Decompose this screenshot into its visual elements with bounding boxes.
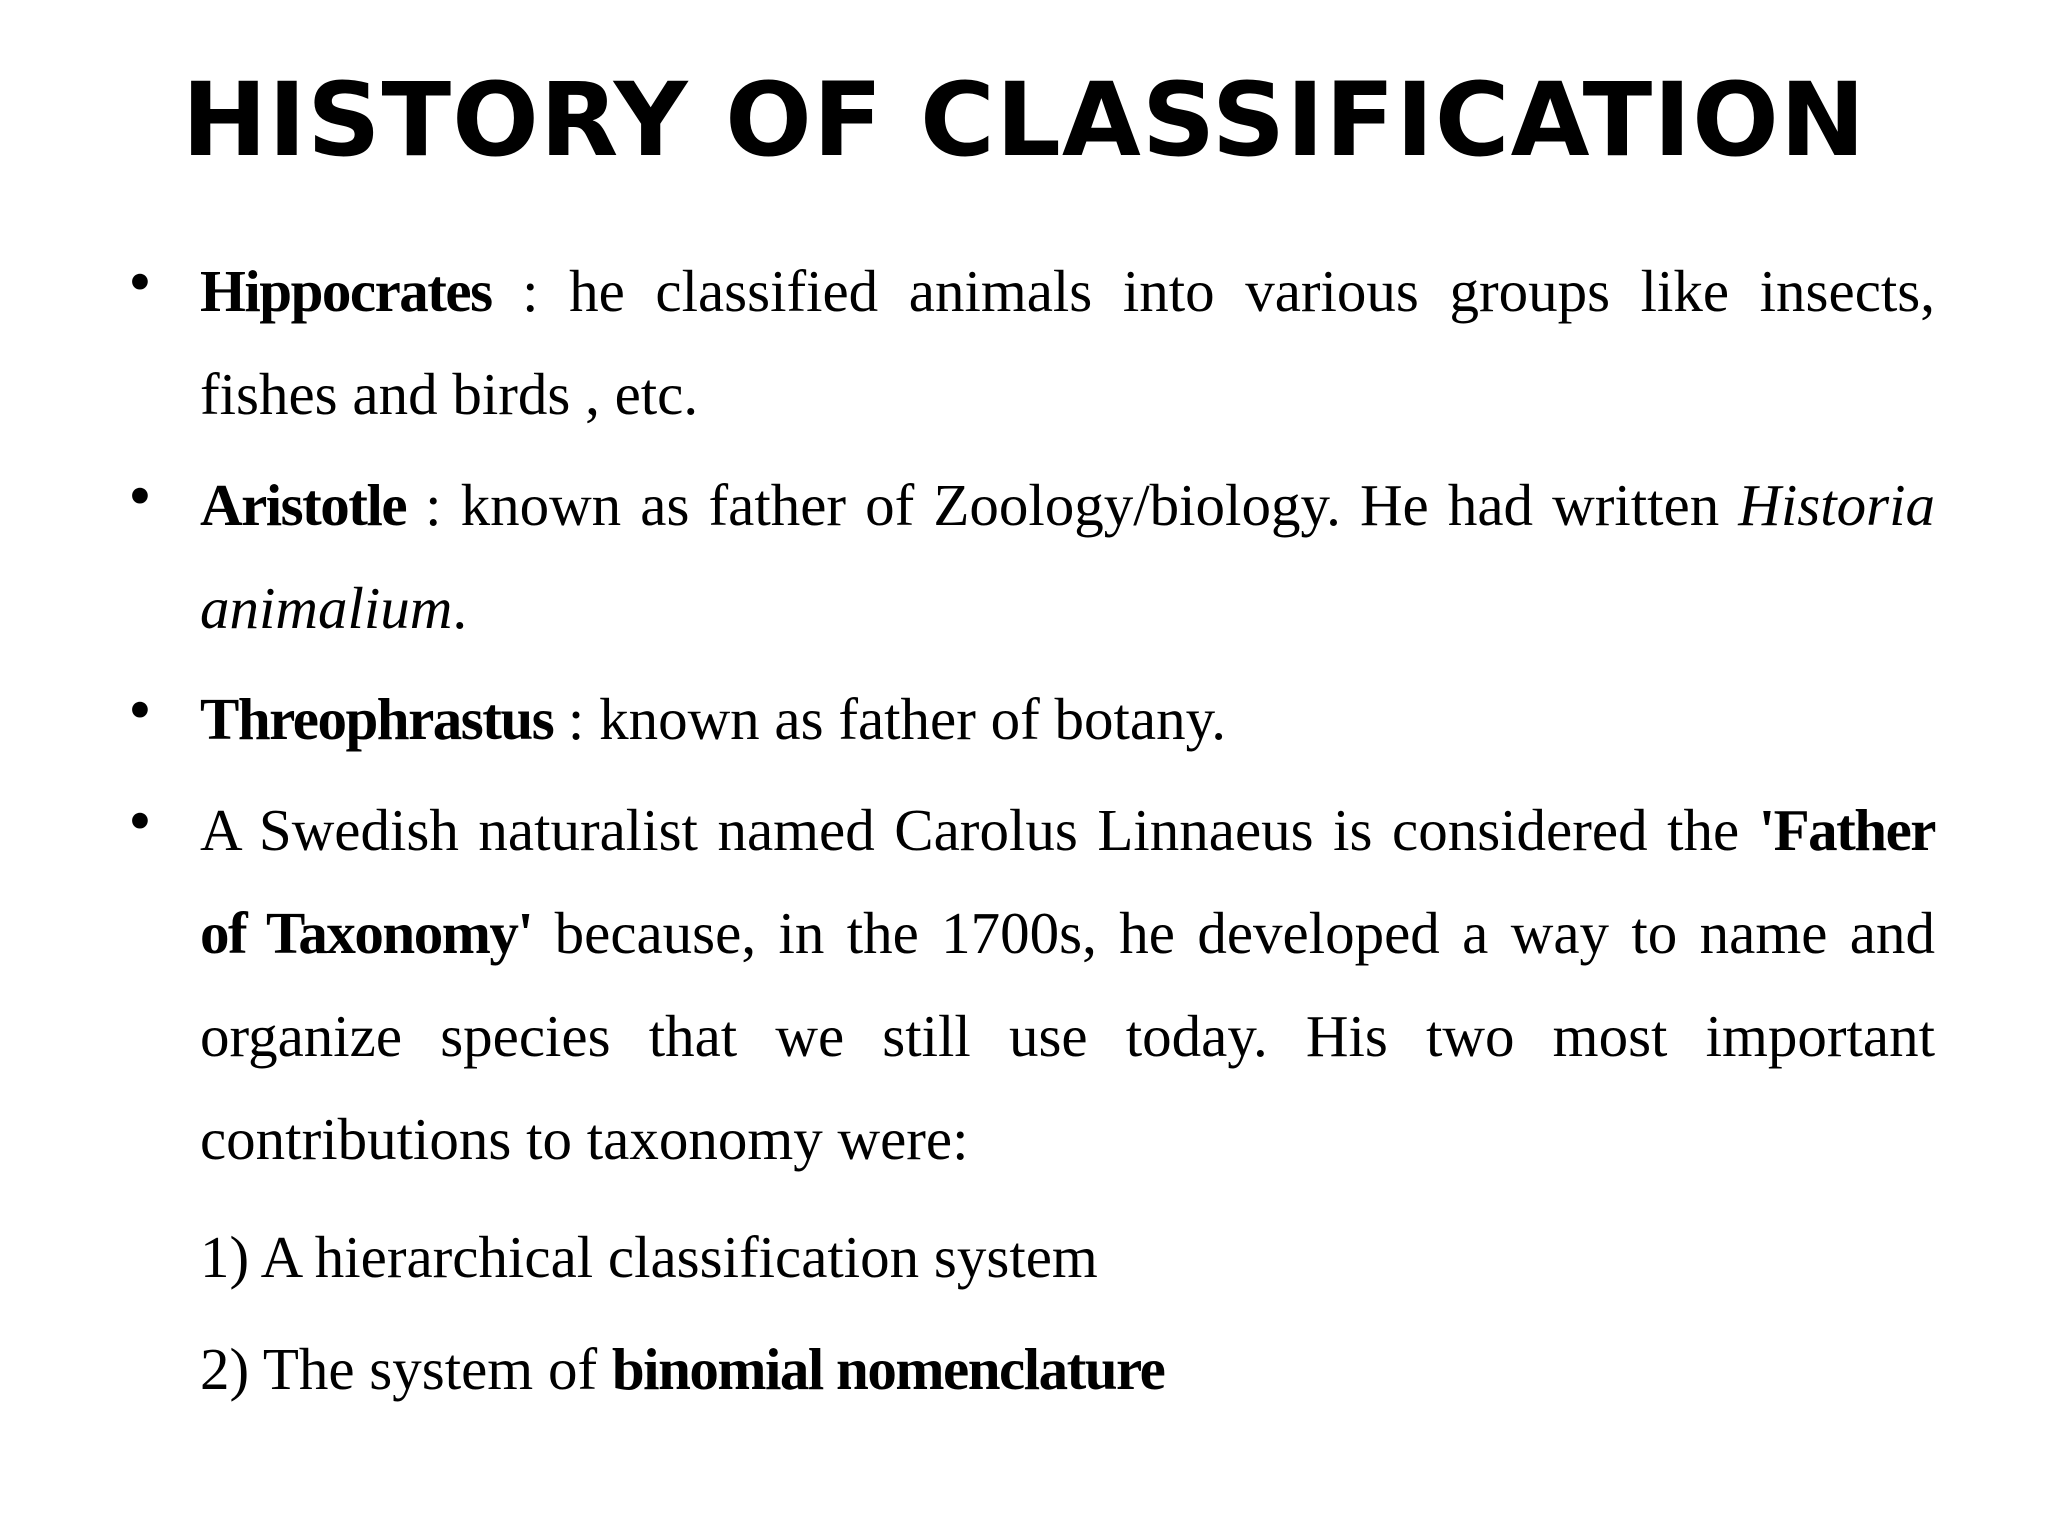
bullet-aristotle [200, 454, 1935, 660]
bullet-term: 'Father of Taxonomy' [200, 797, 1935, 966]
bullet-text: : known as father of Zoology/biology. He had written [406, 472, 1739, 538]
slide-content [200, 240, 1935, 1425]
bullet-lead: A Swedish naturalist named Carolus Linnaeus is considered the [200, 797, 1759, 863]
bullet-text: : he classified animals into various groups like insects, fishes and birds , etc. [200, 258, 1935, 427]
contribution-item-1 [200, 1201, 1935, 1313]
bullet-text-end: . [452, 575, 468, 641]
contribution-item-2 [200, 1313, 1935, 1425]
contribution-text: 2) The system of [200, 1336, 612, 1402]
slide-title: HISTORY OF CLASSIFICATION [181, 61, 1867, 180]
contribution-text: 1) A hierarchical classification system [200, 1224, 1098, 1290]
bullet-text: because, in the 1700s, he developed a way to name and organize species that we still use today. His two most important contributions to taxonomy were: [200, 900, 1935, 1172]
bullet-term: Aristotle [200, 472, 407, 538]
bullet-threophrastus [200, 668, 1935, 771]
bullet-linnaeus [200, 779, 1935, 1191]
bullet-text: : known as father of botany. [553, 686, 1227, 752]
bullet-term: Threophrastus [200, 686, 554, 752]
bullet-term: Hippocrates [200, 258, 492, 324]
contribution-term: binomial nomenclature [611, 1336, 1165, 1402]
book-title: Historia animalium [200, 472, 1935, 641]
bullet-hippocrates [200, 240, 1935, 446]
